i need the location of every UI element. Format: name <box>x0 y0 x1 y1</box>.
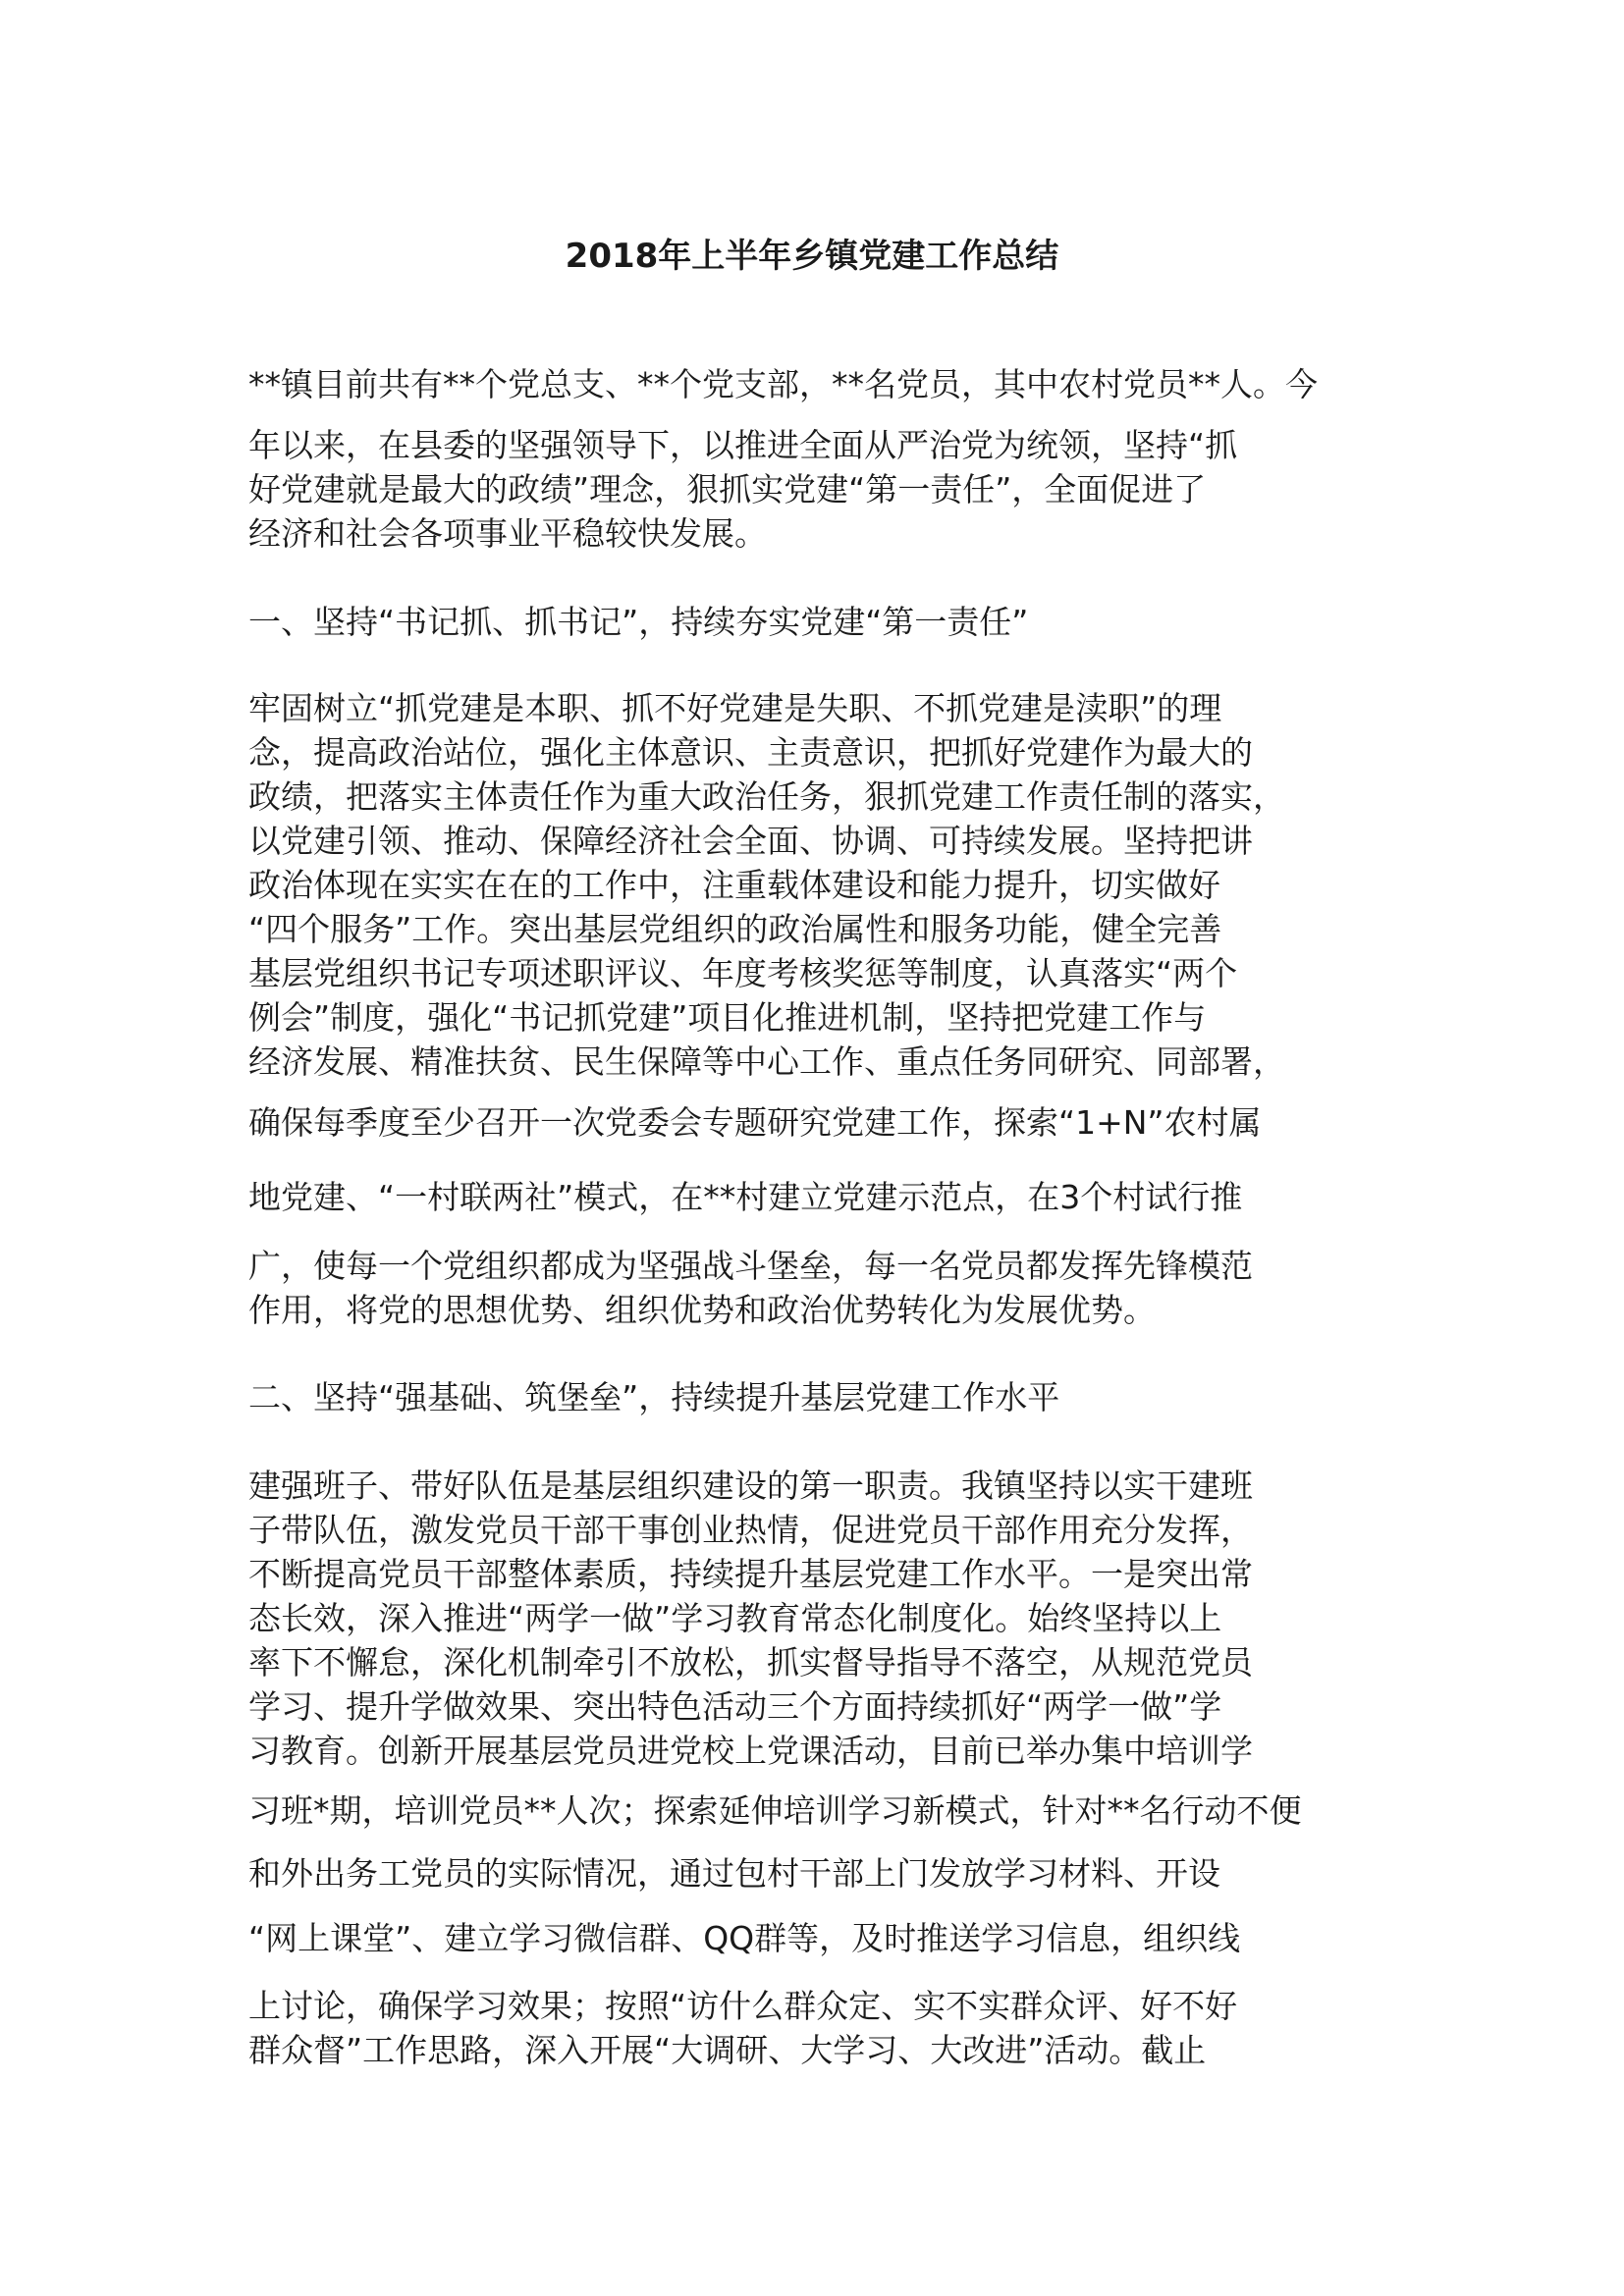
text-line: 政治体现在实实在在的工作中，注重载体建设和能力提升，切实做好 <box>248 866 1220 904</box>
text-line: 念，提高政治站位，强化主体意识、主责意识，把抓好党建作为最大的 <box>248 733 1253 772</box>
text-line: 以党建引领、推动、保障经济社会全面、协调、可持续发展。坚持把讲 <box>248 822 1253 860</box>
text-line: 牢固树立“抓党建是本职、抓不好党建是失职、不抓党建是渎职”的理 <box>248 689 1222 727</box>
text-line: 作用，将党的思想优势、组织优势和政治优势转化为发展优势。 <box>248 1291 1156 1329</box>
text-line: 广，使每一个党组织都成为坚强战斗堡垒，每一名党员都发挥先锋模范 <box>248 1247 1253 1285</box>
text-line: 习教育。创新开展基层党员进党校上党课活动，目前已举办集中培训学 <box>248 1732 1253 1770</box>
text-line: 习班*期，培训党员**人次；探索延伸培训学习新模式，针对**名行动不便 <box>248 1791 1302 1830</box>
text-line: 经济发展、精准扶贫、民生保障等中心工作、重点任务同研究、同部署， <box>248 1042 1285 1081</box>
text-line: “四个服务”工作。突出基层党组织的政治属性和服务功能，健全完善 <box>248 910 1222 948</box>
text-line: 好党建就是最大的政绩”理念，狠抓实党建“第一责任”，全面促进了 <box>248 470 1207 508</box>
text-line: **镇目前共有**个党总支、**个党支部，**名党员，其中农村党员**人。今 <box>248 365 1318 403</box>
text-line: 确保每季度至少召开一次党委会专题研究党建工作，探索“1+N”农村属 <box>248 1103 1262 1142</box>
text-line: 建强班子、带好队伍是基层组织建设的第一职责。我镇坚持以实干建班 <box>248 1467 1253 1505</box>
text-line: 态长效，深入推进“两学一做”学习教育常态化制度化。始终坚持以上 <box>248 1599 1222 1637</box>
text-line: 学习、提升学做效果、突出特色活动三个方面持续抓好“两学一做”学 <box>248 1687 1222 1726</box>
text-line: 年以来，在县委的坚强领导下，以推进全面从严治党为统领，坚持“抓 <box>248 426 1238 464</box>
section-heading: 二、坚持“强基础、筑堡垒”，持续提升基层党建工作水平 <box>248 1378 1060 1416</box>
text-line: “网上课堂”、建立学习微信群、QQ群等，及时推送学习信息，组织线 <box>248 1919 1241 1957</box>
text-line: 群众督”工作思路，深入开展“大调研、大学习、大改进”活动。截止 <box>248 2031 1207 2069</box>
text-line: 例会”制度，强化“书记抓党建”项目化推进机制，坚持把党建工作与 <box>248 998 1207 1037</box>
text-line: 子带队伍，激发党员干部干事创业热情，促进党员干部作用充分发挥， <box>248 1511 1253 1549</box>
text-line: 政绩，把落实主体责任作为重大政治任务，狠抓党建工作责任制的落实， <box>248 777 1285 816</box>
text-line: 基层党组织书记专项述职评议、年度考核奖惩等制度，认真落实“两个 <box>248 954 1238 992</box>
text-line: 地党建、“一村联两社”模式，在**村建立党建示范点，在3个村试行推 <box>248 1178 1243 1216</box>
text-line: 上讨论，确保学习效果；按照“访什么群众定、实不实群众评、好不好 <box>248 1987 1238 2025</box>
section-heading: 一、坚持“书记抓、抓书记”，持续夯实党建“第一责任” <box>248 603 1029 641</box>
text-line: 不断提高党员干部整体素质，持续提升基层党建工作水平。一是突出常 <box>248 1555 1253 1593</box>
text-line: 经济和社会各项事业平稳较快发展。 <box>248 514 767 553</box>
text-line: 率下不懈怠，深化机制牵引不放松，抓实督导指导不落空，从规范党员 <box>248 1643 1253 1682</box>
page-title: 2018年上半年乡镇党建工作总结 <box>565 237 1059 276</box>
text-line: 和外出务工党员的实际情况，通过包村干部上门发放学习材料、开设 <box>248 1854 1220 1893</box>
